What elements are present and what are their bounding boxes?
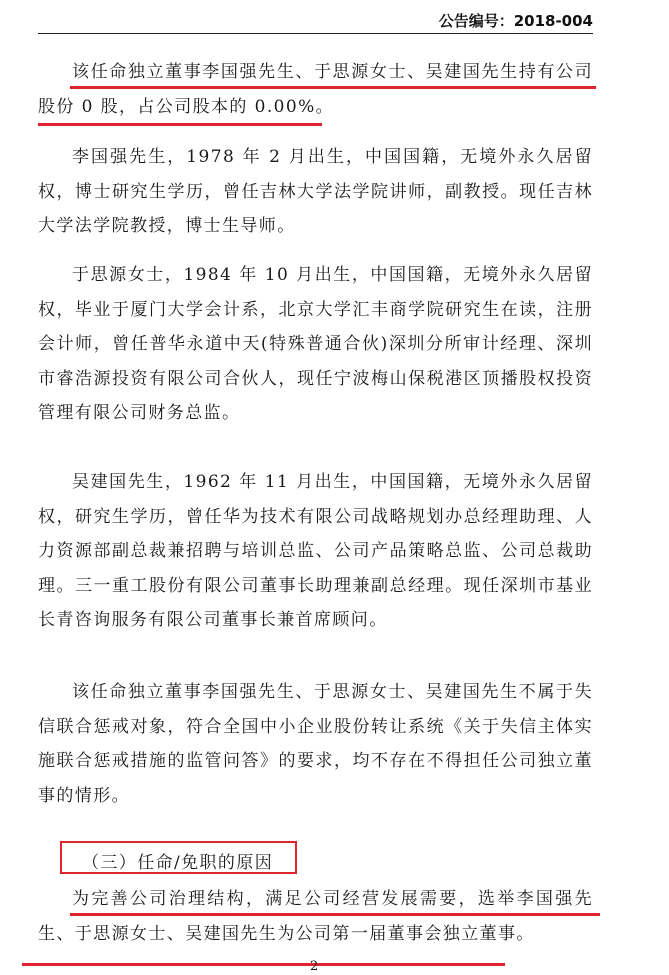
red-underline [38, 123, 322, 126]
header-divider [38, 33, 593, 34]
yu-siyuan-bio-paragraph: 于思源女士，1984 年 10 月出生，中国国籍，无境外永久居留权，毕业于厦门大学会计系，北京大学汇丰商学院研究生在读，注册会计师，曾任普华永道中天(特殊普通合伙)深圳分所审计经理、深圳市睿浩源投资有限公司合伙人，现任宁波梅山保税港区顶播股权投资管理有限公司财务总监。 [38, 265, 593, 423]
li-guoqiang-bio-paragraph: 李国强先生，1978 年 2 月出生，中国国籍，无境外永久居留权，博士研究生学历，曾任吉林大学法学院讲师，副教授。现任吉林大学法学院教授，博士生导师。 [38, 147, 593, 236]
announcement-number: 公告编号：2018-004 [438, 12, 593, 30]
compliance-paragraph: 该任命独立董事李国强先生、于思源女士、吴建国先生不属于失信联合惩戒对象，符合全国中小企业股份转让系统《关于失信主体实施联合惩戒措施的监管问答》的要求，均不存在不得担任公司独立董事的情形。 [38, 682, 593, 806]
page-number: 2 [310, 959, 319, 974]
wu-jianguo-bio-paragraph: 吴建国先生，1962 年 11 月出生，中国国籍，无境外永久居留权，研究生学历，曾任华为技术有限公司战略规划办总经理助理、人力资源部副总裁兼招聘与培训总监、公司产品策略总监、公司总裁助理。三一重工股份有限公司董事长助理兼副总经理。现任深圳市基业长青咨询服务有限公司董事长兼首席顾问。 [38, 472, 593, 630]
shareholding-paragraph: 该任命独立董事李国强先生、于思源女士、吴建国先生持有公司股份 0 股，占公司股本的 0.00%。 [38, 62, 593, 117]
section-heading: （三）任命/免职的原因 [82, 853, 274, 873]
red-underline [22, 963, 505, 966]
reason-paragraph: 为完善公司治理结构，满足公司经营发展需要，选举李国强先生、于思源女士、吴建国先生为公司第一届董事会独立董事。 [38, 889, 593, 944]
red-underline [70, 86, 596, 89]
red-underline [70, 913, 600, 916]
